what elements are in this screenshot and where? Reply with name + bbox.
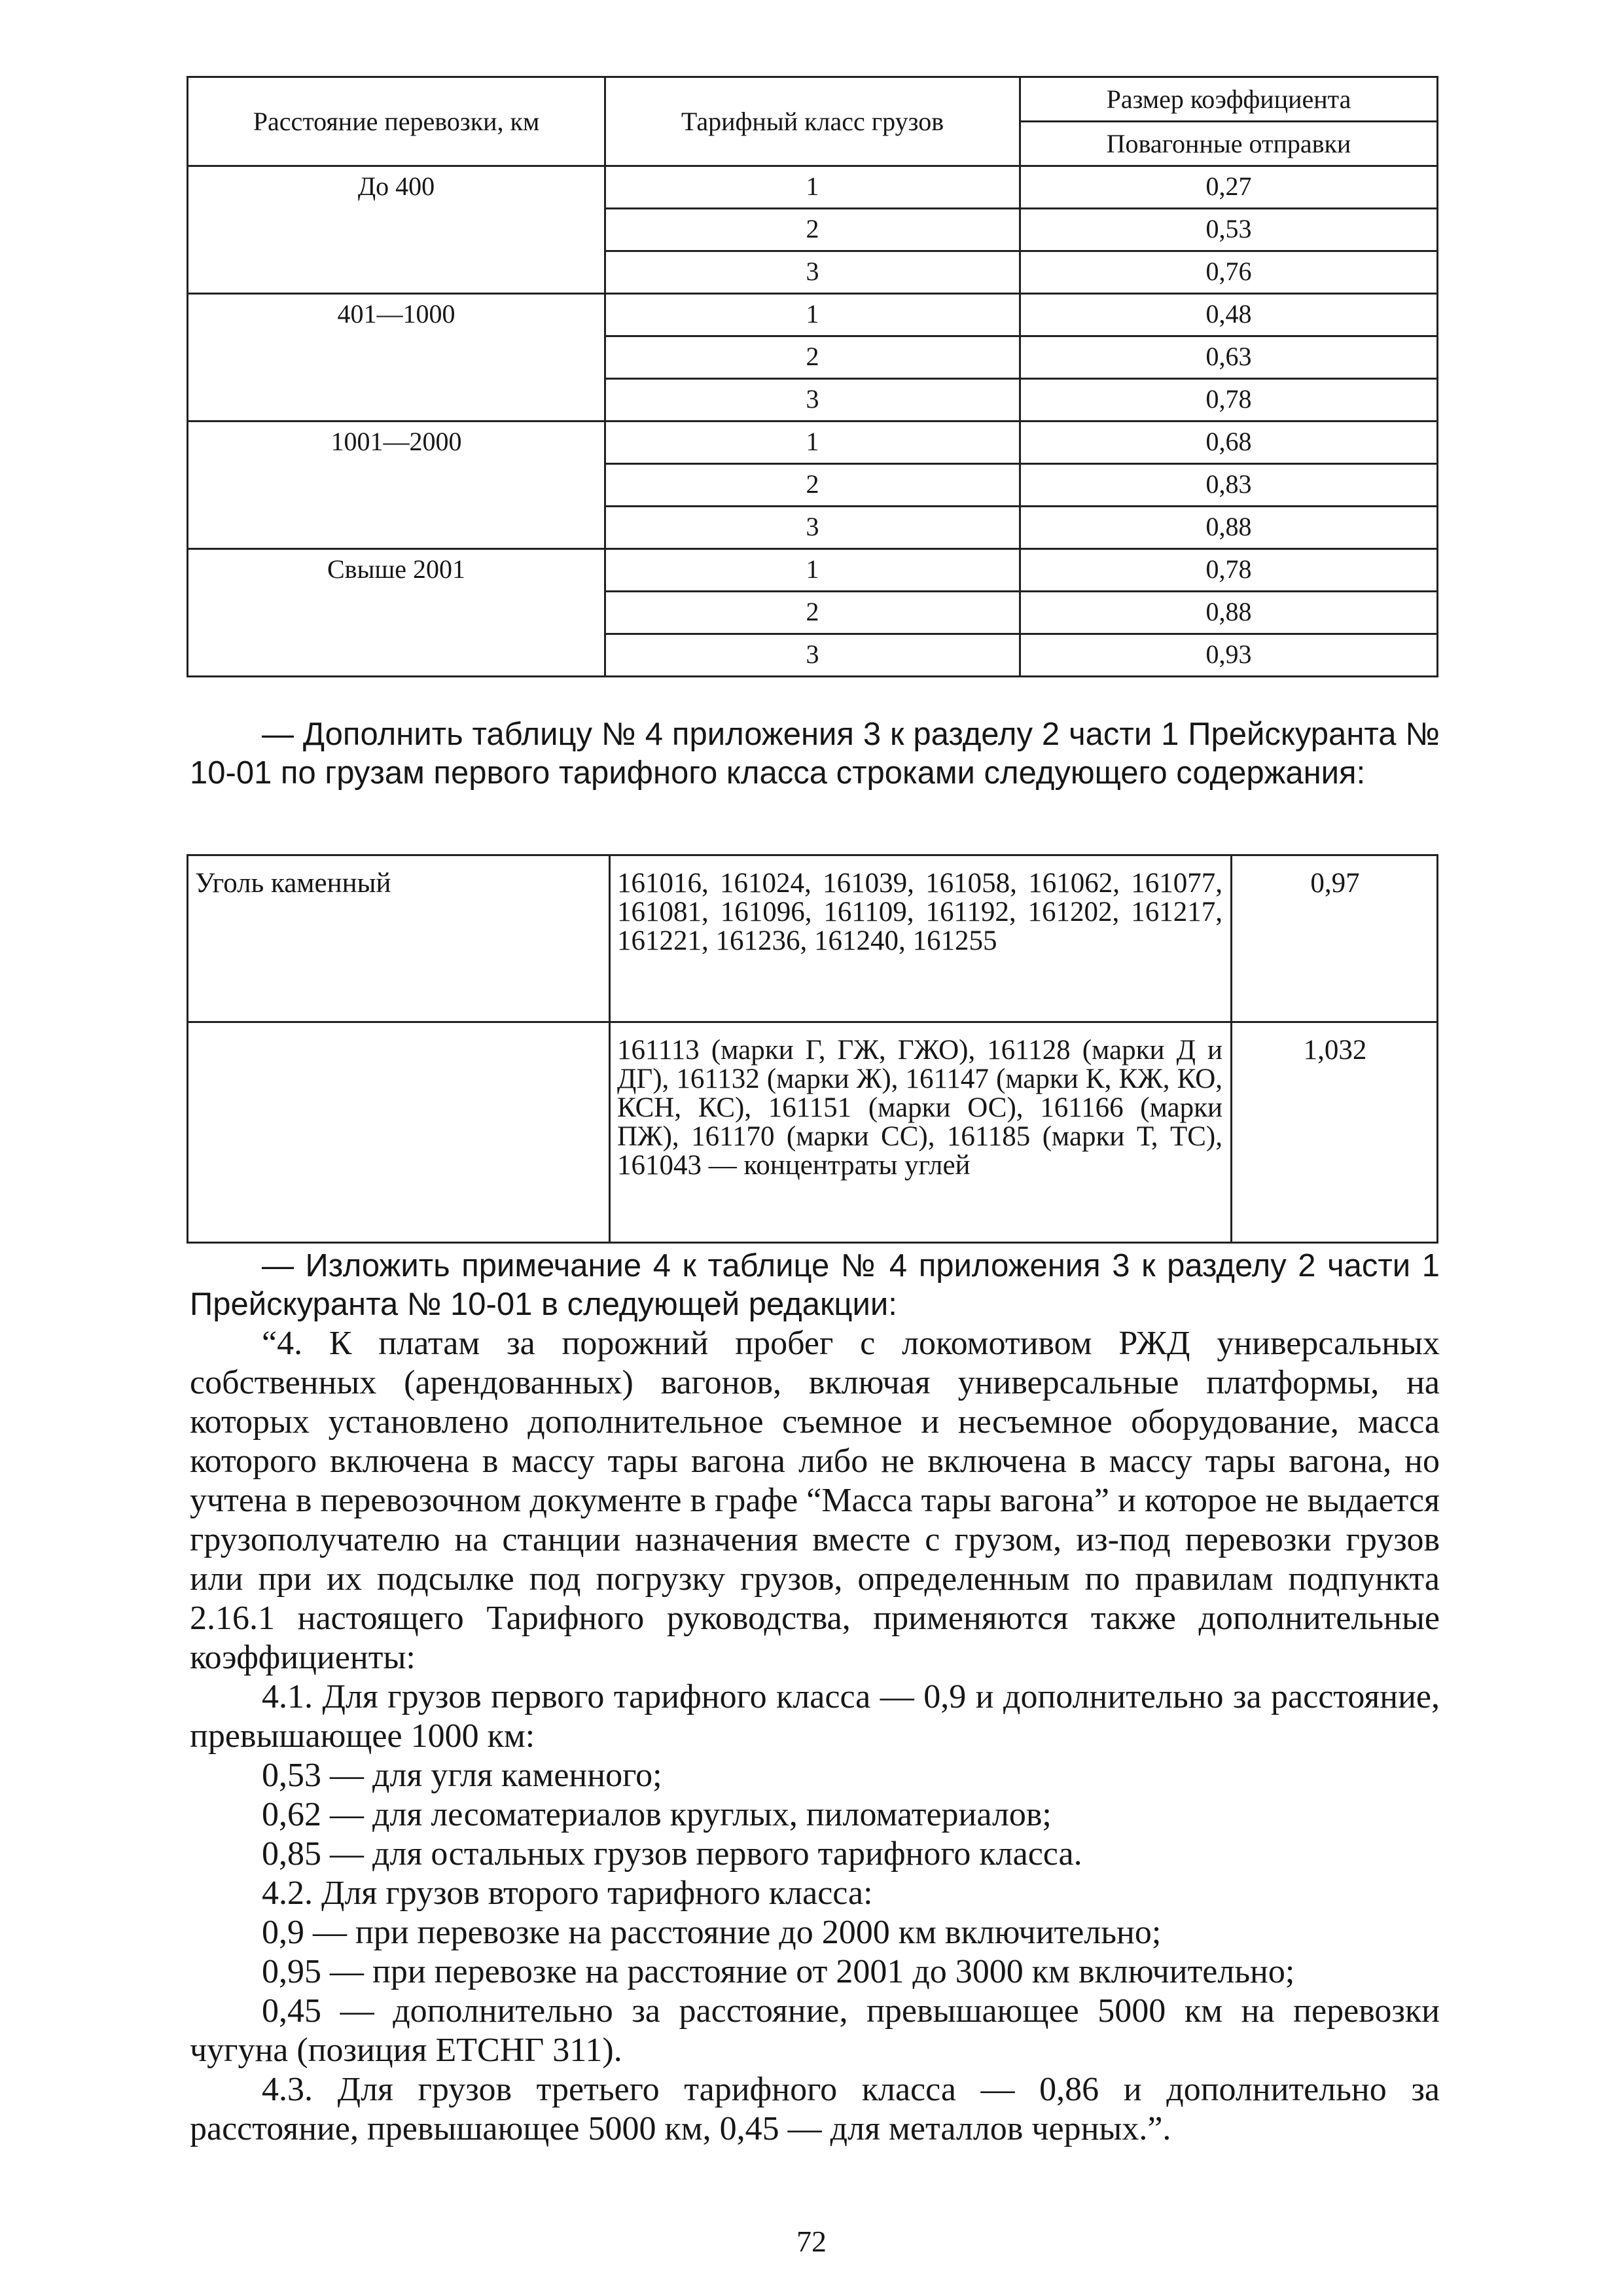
coef-cell: 0,97 <box>1232 855 1438 1022</box>
cargo-cell <box>188 1022 610 1243</box>
class-cell: 2 <box>605 592 1020 634</box>
distance-cell: Свыше 2001 <box>188 549 605 677</box>
coef-cell: 0,48 <box>1020 294 1438 336</box>
class-cell: 1 <box>605 422 1020 464</box>
class-cell: 1 <box>605 166 1020 209</box>
coef-cell: 0,63 <box>1020 336 1438 379</box>
class-cell: 3 <box>605 507 1020 549</box>
cargo-cell: Уголь каменный <box>188 855 610 1022</box>
coef-cell: 0,78 <box>1020 379 1438 422</box>
coef-cell: 0,68 <box>1020 422 1438 464</box>
header-wagon-shipments: Повагонные отправки <box>1020 122 1438 166</box>
table-row <box>188 422 1438 464</box>
table-row <box>188 166 1438 209</box>
note-item-4-2-b: 0,95 — при перевозке на расстояние от 2001 до 3000 км включительно; <box>262 1953 1295 1990</box>
table-row <box>188 855 1438 1022</box>
class-cell: 3 <box>605 251 1020 294</box>
note-body <box>190 1324 1440 2149</box>
coef-cell: 0,83 <box>1020 464 1438 507</box>
coefficient-table <box>187 76 1438 677</box>
distance-cell: До 400 <box>188 166 605 294</box>
table-row <box>188 1022 1438 1243</box>
page-number: 72 <box>796 2225 827 2258</box>
note-item-4-2: 4.2. Для грузов второго тарифного класса: <box>262 1874 873 1912</box>
class-cell: 1 <box>605 294 1020 336</box>
class-cell: 2 <box>605 209 1020 251</box>
note-item-4-2-a: 0,9 — при перевозке на расстояние до 2000 км включительно; <box>262 1914 1162 1951</box>
note-item-4-1-timber: 0,62 — для лесоматериалов круглых, пиломатериалов; <box>262 1796 1052 1833</box>
coef-cell: 0,88 <box>1020 507 1438 549</box>
coef-cell: 0,93 <box>1020 634 1438 677</box>
codes-cell: 161016, 161024, 161039, 161058, 161062, 161077, 161081, 161096, 161109, 161192, 161202, 161217, 161221, 161236, 161240, 161255 <box>610 855 1232 1022</box>
coef-cell: 0,78 <box>1020 549 1438 592</box>
note-paragraph-4: “4. К платам за порожний пробег с локомотивом РЖД универсальных собственных (арендованных) вагонов, включая универсальные платформы, на которых установлено дополнительное съемное и несъемное оборудование, масса которого включена в массу тары вагона либо не включена в массу тары вагона, но учтена в перевозочном документе в графе “Масса тары вагона” и которое не выдается грузополучателю на станции назначения вместе с грузом, из-под перевозки грузов или при их подсылке под погрузку грузов, определенным по правилам подпункта 2.16.1 настоящего Тарифного руководства, применяются также дополнительные коэффициенты: <box>190 1325 1440 1676</box>
class-cell: 1 <box>605 549 1020 592</box>
header-distance: Расстояние перевозки, км <box>188 77 605 166</box>
note-item-4-1-coal: 0,53 — для угля каменного; <box>262 1757 662 1794</box>
coef-cell: 0,53 <box>1020 209 1438 251</box>
class-cell: 3 <box>605 634 1020 677</box>
class-cell: 2 <box>605 464 1020 507</box>
coef-cell: 0,88 <box>1020 592 1438 634</box>
table-header-row <box>188 77 1438 122</box>
table-row <box>188 294 1438 336</box>
distance-cell: 1001—2000 <box>188 422 605 549</box>
note-item-4-1-other: 0,85 — для остальных грузов первого тарифного класса. <box>262 1835 1082 1873</box>
instruction-supplement-table: — Дополнить таблицу № 4 приложения 3 к разделу 2 части 1 Прейскуранта № 10-01 по грузам первого тарифного класса строками следующего содержания: <box>190 717 1440 791</box>
distance-cell: 401—1000 <box>188 294 605 422</box>
note-item-4-3: 4.3. Для грузов третьего тарифного класса — 0,86 и дополнительно за расстояние, превышающее 5000 км, 0,45 — для металлов черных.”. <box>190 2071 1440 2147</box>
coef-cell: 0,27 <box>1020 166 1438 209</box>
note-item-4-2-c: 0,45 — дополнительно за расстояние, превышающее 5000 км на перевозки чугуна (позиция ЕТСНГ 311). <box>190 1992 1440 2069</box>
header-tariff-class: Тарифный класс грузов <box>605 77 1020 166</box>
table-row <box>188 549 1438 592</box>
coef-cell: 1,032 <box>1232 1022 1438 1243</box>
instruction-note-revision: — Изложить примечание 4 к таблице № 4 приложения 3 к разделу 2 части 1 Прейскуранта № 10-01 в следующей редакции: <box>190 1248 1440 1322</box>
codes-cell: 161113 (марки Г, ГЖ, ГЖО), 161128 (марки Д и ДГ), 161132 (марки Ж), 161147 (марки К, КЖ, КО, КСН, КС), 161151 (марки ОС), 161166 (марки ПЖ), 161170 (марки СС), 161185 (марки Т, ТС), 161043 — концентраты углей <box>610 1022 1232 1243</box>
note-item-4-1: 4.1. Для грузов первого тарифного класса — 0,9 и дополнительно за расстояние, превышающее 1000 км: <box>190 1678 1440 1755</box>
coef-cell: 0,76 <box>1020 251 1438 294</box>
coal-coefficient-table <box>187 854 1438 1244</box>
class-cell: 2 <box>605 336 1020 379</box>
class-cell: 3 <box>605 379 1020 422</box>
header-coef-size: Размер коэффициента <box>1020 77 1438 122</box>
